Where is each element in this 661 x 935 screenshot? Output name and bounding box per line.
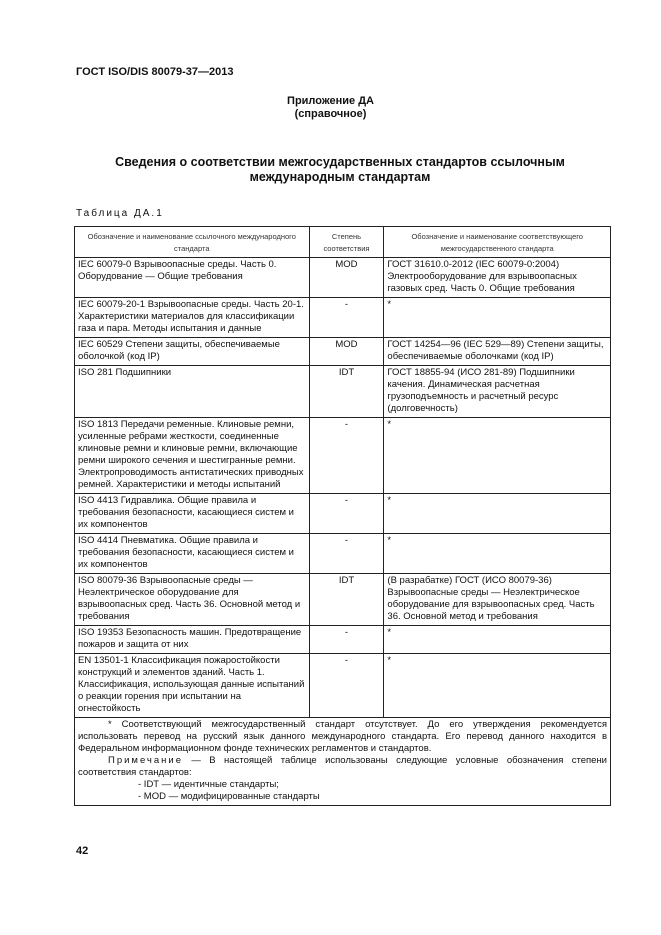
table-row [75,626,611,654]
cell-degree: - [309,534,384,574]
table-header-row [75,227,611,258]
cell-interstate: * [384,494,611,534]
cell-interstate: * [384,626,611,654]
page-heading-line-2: международным стандартам [249,170,431,184]
cell-degree: IDT [309,574,384,626]
cell-degree: - [309,298,384,338]
cell-degree: - [309,654,384,718]
cell-interstate: * [384,298,611,338]
cell-degree: MOD [309,338,384,366]
note-text: — В настоящей таблице использованы следующие условные обозначения степени соответствия стандартов: [78,755,607,778]
cell-international: ISO 1813 Передачи ременные. Клиновые ремни, усиленные ребрами жесткости, соединенные клиновые ремни и клиновые ремни, включающие ремни широкого сечения и шестигранные ремни. Электропроводимость антистатических приводных ремней. Характеристики и методы испытаний [75,418,310,494]
table-row [75,366,611,418]
cell-international: ISO 80079-36 Взрывоопасные среды — Неэлектрическое оборудование для взрывоопасных сред. Часть 36. Основной метод и требования [75,574,310,626]
table-footer-row [75,718,611,806]
cell-international: ISO 4414 Пневматика. Общие правила и требования безопасности, касающиеся систем и их компонентов [75,534,310,574]
table-row [75,298,611,338]
cell-interstate: ГОСТ 31610.0-2012 (IEC 60079-0:2004) Электрооборудование для взрывоопасных газовых сред. Часть 0. Общие требования [384,258,611,298]
table-footnote-cell [75,718,611,806]
cell-international: ISO 4413 Гидравлика. Общие правила и требования безопасности, касающиеся систем и их компонентов [75,494,310,534]
cell-interstate: ГОСТ 18855-94 (ИСО 281-89) Подшипники качения. Динамическая расчетная грузоподъемность и расчетный ресурс (долговечность) [384,366,611,418]
annex-title: Приложение ДА [287,95,374,107]
cell-degree: - [309,626,384,654]
table-row [75,654,611,718]
cell-international: ISO 19353 Безопасность машин. Предотвращение пожаров и защита от них [75,626,310,654]
note-paragraph [78,755,607,779]
legend-item-idt: - IDT — идентичные стандарты; [138,779,279,790]
cell-degree: - [309,418,384,494]
col-header-international: Обозначение и наименование ссылочного международного стандарта [75,227,310,258]
col-header-degree: Степень соответствия [309,227,384,258]
col-header-interstate: Обозначение и наименование соответствующего межгосударственного стандарта [384,227,611,258]
cell-degree: IDT [309,366,384,418]
correspondence-table [74,226,611,806]
legend-item-mod: - MOD — модифицированные стандарты [138,791,320,802]
table-row [75,574,611,626]
table-row [75,494,611,534]
annex-subtitle: (справочное) [294,108,367,120]
table-row [75,338,611,366]
table-row [75,418,611,494]
page-heading-line-1: Сведения о соответствии межгосударственных стандартов ссылочным [115,155,565,169]
table-row [75,258,611,298]
cell-degree: - [309,494,384,534]
cell-interstate: * [384,654,611,718]
footnote-text: * Соответствующий межгосударственный стандарт отсутствует. До его утверждения рекомендуется использовать перевод на русский язык данного международного стандарта. Его перевод данного находится в Федеральном информационном фонде технических регламентов и стандартов. [78,719,607,754]
table-caption: Таблица ДА.1 [76,208,164,219]
page-heading [70,155,610,185]
note-label: Примечание [108,755,183,766]
document-header: ГОСТ ISO/DIS 80079-37—2013 [76,66,234,78]
cell-international: IEC 60079-0 Взрывоопасные среды. Часть 0. Оборудование — Общие требования [75,258,310,298]
cell-international: IEC 60529 Степени защиты, обеспечиваемые оболочкой (код IP) [75,338,310,366]
cell-degree: MOD [309,258,384,298]
cell-international: EN 13501-1 Классификация пожаростойкости конструкций и элементов зданий. Часть 1. Классификация, использующая данные испытаний о реакции горения при испытании на огнестойкость [75,654,310,718]
cell-interstate: * [384,534,611,574]
cell-interstate: (В разрабатке) ГОСТ (ИСО 80079-36) Взрывоопасные среды — Неэлектрическое оборудование для взрывоопасных сред. Часть 36. Основной метод и требования [384,574,611,626]
cell-international: ISO 281 Подшипники [75,366,310,418]
cell-interstate: * [384,418,611,494]
cell-interstate: ГОСТ 14254—96 (IEC 529—89) Степени защиты, обеспечиваемые оболочками (код IP) [384,338,611,366]
cell-international: IEC 60079-20-1 Взрывоопасные среды. Часть 20-1. Характеристики материалов для классификации газа и пара. Методы испытания и данные [75,298,310,338]
table-row [75,534,611,574]
page-number: 42 [76,845,89,857]
